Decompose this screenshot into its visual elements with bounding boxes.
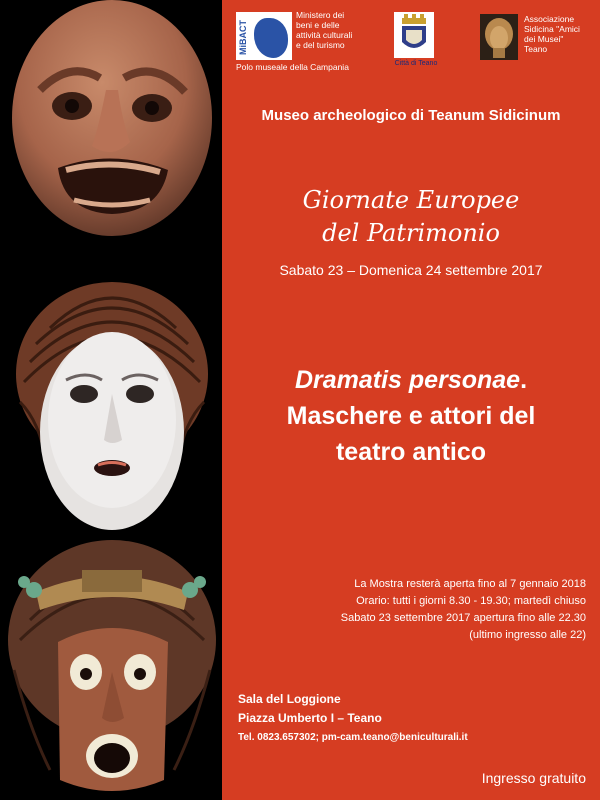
event-title: Giornate Europee del Patrimonio — [302, 186, 520, 247]
mibact-emblem — [236, 12, 292, 60]
mibact-figure-icon — [254, 18, 288, 58]
mibact-abbr: MiBACT — [238, 20, 248, 56]
female-mask-image — [0, 262, 222, 530]
exhibition-subtitle-line: teatro antico — [335, 438, 487, 466]
teano-logo — [390, 10, 440, 72]
free-entry-note: Ingresso gratuito — [481, 770, 586, 786]
logos-bar — [222, 10, 600, 80]
comic-mask-image — [0, 0, 222, 262]
exhibition-title-italic: Dramatis personae — [294, 366, 521, 394]
event-dates: Sabato 23 – Domenica 24 settembre 2017 — [279, 262, 543, 278]
museum-name: Museo archeologico di Teanum Sidicinum — [261, 107, 561, 124]
exhibition-title: Dramatis personae. Maschere e attori del teatro antico — [222, 362, 600, 470]
text-panel — [222, 0, 600, 800]
masks-column — [0, 0, 222, 800]
teano-crest-icon — [394, 12, 434, 58]
mibact-logo — [236, 10, 384, 72]
teano-caption: Città di Teano — [394, 60, 438, 67]
venue-contact: Tel. 0823.657302; pm-cam.teano@beniculturali.it — [238, 732, 468, 743]
venue-info — [238, 690, 588, 747]
sidicina-head-icon — [480, 14, 518, 60]
sidicina-name: Associazione Sidicina "Amici dei Musei" Teano — [524, 14, 580, 54]
mibact-subtitle: Polo museale della Campania — [236, 62, 349, 72]
sidicina-logo — [480, 10, 600, 80]
venue-hall: Sala del Loggione — [238, 692, 341, 706]
venue-address: Piazza Umberto I – Teano — [238, 711, 382, 725]
exhibition-subtitle-line: Maschere e attori del — [286, 402, 536, 430]
old-woman-mask-image — [0, 530, 222, 800]
opening-info: La Mostra resterà aperta fino al 7 gennaio 2018 Orario: tutti i giorni 8.30 - 19.30; martedì chiuso Sabato 23 settembre 2017 apertura fino alle 22.30 (ultimo ingresso alle 22) — [340, 578, 586, 641]
mibact-name: Ministero dei beni e delle attività culturali e del turismo — [296, 10, 353, 50]
